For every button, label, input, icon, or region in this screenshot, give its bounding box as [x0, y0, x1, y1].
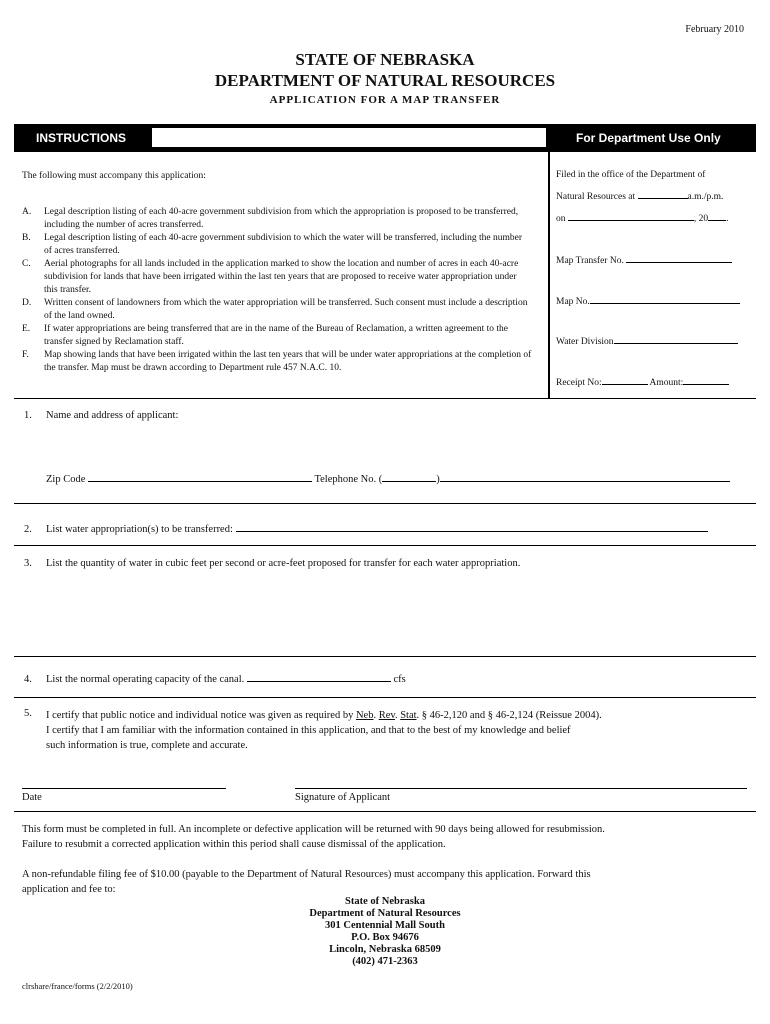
divider: [14, 503, 756, 504]
filed-year-field[interactable]: [708, 220, 726, 221]
notice-text: This form must be completed in full. An incomplete or defective application will be returned with 90 days being allowed for resubmission. Failure to resubmit a corrected application within this period shall cause dismissal of the application.: [22, 824, 605, 850]
divider: [14, 697, 756, 698]
telephone-field[interactable]: [440, 481, 730, 482]
list-item: F. Map showing lands that have been irrigated within the last ten years that will be under water appropriations at the completion of the transfer. Map must be drawn according to Department rule 457 N.A.C. 10.: [22, 350, 532, 373]
column-divider: [548, 152, 550, 398]
form-date: February 2010: [685, 24, 744, 35]
map-no-field[interactable]: [590, 303, 740, 304]
q3-number: 3.: [24, 558, 32, 569]
receipt-field[interactable]: [602, 384, 648, 385]
area-code-field[interactable]: [382, 481, 436, 482]
q1-label: Name and address of applicant:: [46, 410, 179, 421]
list-item: E. If water appropriations are being transferred that are in the name of the Bureau of Reclamation, a written agreement to the transfer signed by Reclamation staff.: [22, 324, 508, 347]
fee-text: A non-refundable filing fee of $10.00 (payable to the Department of Natural Resources) must accompany this application. Forward this application and fee to:: [22, 869, 591, 895]
instructions-list: [22, 206, 532, 375]
section-divider: [14, 398, 756, 399]
q4-number: 4.: [24, 674, 32, 685]
appropriations-field[interactable]: [236, 531, 708, 532]
instructions-blank-field: [152, 128, 546, 147]
date-label: Date: [22, 792, 42, 803]
water-division-row: Water Division: [556, 337, 752, 347]
list-item: A. Legal description listing of each 40-acre government subdivision from which the appropriation is proposed to be transferred, including the number of acres transferred.: [22, 207, 519, 230]
divider: [14, 656, 756, 657]
divider: [14, 811, 756, 812]
filed-label: Filed in the office of the Department of: [556, 170, 706, 180]
map-transfer-row: Map Transfer No.: [556, 256, 752, 266]
map-transfer-field[interactable]: [626, 262, 732, 263]
q2-number: 2.: [24, 524, 32, 535]
capacity-field[interactable]: [247, 681, 391, 682]
list-item: B. Legal description listing of each 40-acre government subdivision to which the water will be transferred, including the number of acres transferred.: [22, 233, 523, 256]
receipt-row: Receipt No: Amount:: [556, 378, 752, 388]
certification-text: I certify that public notice and individual notice was given as required by Neb. Rev. Stat. § 46-2,120 and § 46-2,124 (Reissue 2004). I certify that I am familiar with the information contained in this application, and that to the best of my knowledge and belief such information is true, complete and accurate.: [46, 710, 602, 751]
form-title: APPLICATION FOR A MAP TRANSFER: [269, 94, 501, 106]
list-item: C. Aerial photographs for all lands included in the application marked to show the location and number of acres in each 40-acre subdivision for lands that have been irrigated within the last ten years that are proposed to receive water appropriation under this transfer.: [22, 259, 519, 295]
amount-field[interactable]: [683, 384, 729, 385]
signature-label: Signature of Applicant: [295, 792, 391, 803]
zip-code-field[interactable]: [88, 481, 312, 482]
filed-time-row: Natural Resources at a.m./p.m.: [556, 192, 724, 202]
form-id: clrshare/france/forms (2/2/2010): [22, 981, 133, 991]
water-division-field[interactable]: [614, 343, 738, 344]
q4-row: List the normal operating capacity of the canal. cfs: [46, 674, 406, 685]
date-line[interactable]: [22, 788, 226, 789]
time-field[interactable]: [638, 198, 688, 199]
mailing-address: State of Nebraska Department of Natural Resources 301 Centennial Mall South P.O. Box 94676 Lincoln, Nebraska 68509 (402) 471-2363: [309, 896, 461, 967]
department-title: DEPARTMENT OF NATURAL RESOURCES: [214, 71, 556, 90]
q1-number: 1.: [24, 410, 32, 421]
q5-number: 5.: [24, 708, 32, 719]
department-use-heading: For Department Use Only: [576, 131, 721, 145]
instructions-lead: The following must accompany this application:: [22, 171, 206, 181]
map-no-row: Map No.: [556, 297, 752, 307]
q2-row: List water appropriation(s) to be transferred:: [46, 524, 708, 535]
list-item: D. Written consent of landowners from which the water appropriation will be transferred. Such consent must include a description of the land owned.: [22, 298, 528, 321]
filed-date-row: on , 20 .: [556, 214, 729, 224]
q3-label: List the quantity of water in cubic feet per second or acre-feet proposed for transfer for each water appropriation.: [46, 558, 521, 569]
signature-line[interactable]: [295, 788, 747, 789]
quantity-field[interactable]: [46, 580, 746, 650]
filed-date-field[interactable]: [568, 220, 694, 221]
state-title: STATE OF NEBRASKA: [295, 50, 475, 69]
zip-phone-row: Zip Code Telephone No. ( ): [46, 474, 748, 485]
divider: [14, 545, 756, 546]
instructions-heading: INSTRUCTIONS: [36, 131, 126, 145]
